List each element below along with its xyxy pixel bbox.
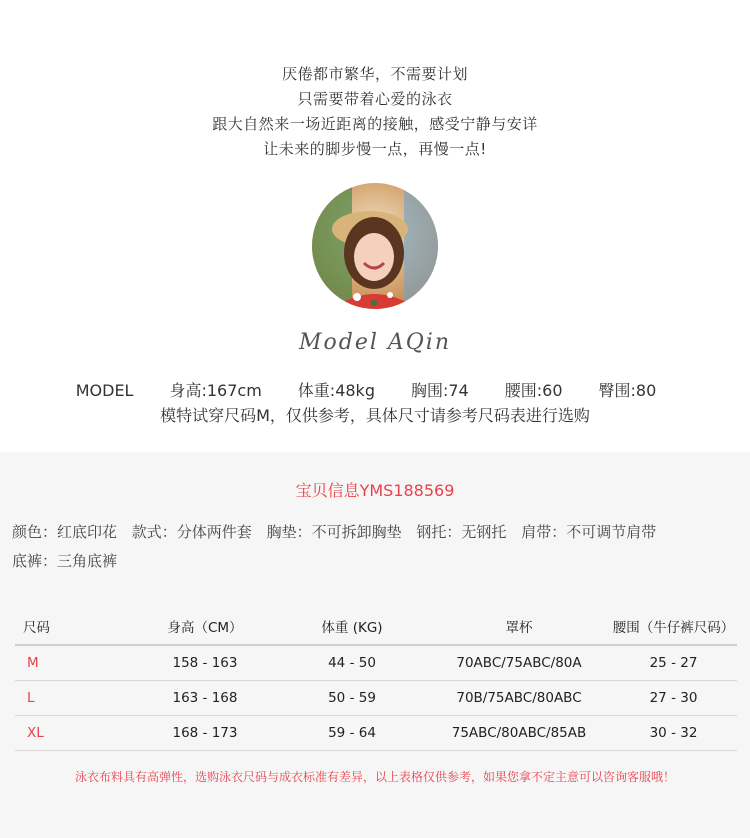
size-cell: M (15, 645, 134, 681)
size-table-header (15, 608, 737, 645)
table-row (15, 681, 737, 716)
attr-padding: 胸垫：不可拆卸胸垫 (266, 523, 402, 541)
header-size: 尺码 (15, 608, 134, 645)
stat-waist: 腰围:60 (504, 381, 563, 400)
model-signature: Model AQin (298, 330, 452, 355)
stat-hip: 臀围:80 (598, 381, 657, 400)
model-size-note: 模特试穿尺码M，仅供参考，具体尺寸请参考尺码表进行选购 (160, 406, 590, 425)
attr-color: 颜色：红底印花 (12, 523, 118, 541)
model-stats (0, 378, 750, 401)
attr-underwire: 钢托：无钢托 (416, 523, 507, 541)
header-cup: 罩杯 (428, 608, 610, 645)
cup-cell: 75ABC/80ABC/85AB (428, 716, 610, 751)
stat-chest: 胸围:74 (410, 381, 469, 400)
header-waist: 腰围（牛仔裤尺码） (610, 608, 737, 645)
header-weight: 体重 (KG) (276, 608, 428, 645)
model-avatar (312, 183, 438, 309)
stat-weight: 体重:48kg (297, 381, 375, 400)
poem-line: 厌倦都市繁华，不需要计划 (281, 65, 468, 83)
height-cell: 168 - 173 (134, 716, 276, 751)
poem (0, 62, 750, 162)
product-attributes (12, 518, 750, 576)
table-row (15, 645, 737, 681)
cup-cell: 70ABC/75ABC/80A (428, 645, 610, 681)
size-disclaimer: 泳衣布料具有高弹性，选购泳衣尺码与成衣标准有差异，以上表格仅供参考，如果您拿不定主意可以咨询客服哦！ (74, 770, 675, 784)
size-cell: XL (15, 716, 134, 751)
weight-cell: 50 - 59 (276, 681, 428, 716)
model-photo (312, 183, 438, 309)
waist-cell: 25 - 27 (610, 645, 737, 681)
height-cell: 163 - 168 (134, 681, 276, 716)
product-info-title: 宝贝信息YMS188569 (295, 481, 455, 500)
cup-cell: 70B/75ABC/80ABC (428, 681, 610, 716)
poem-line: 只需要带着心爱的泳衣 (297, 90, 453, 108)
size-cell: L (15, 681, 134, 716)
weight-cell: 44 - 50 (276, 645, 428, 681)
weight-cell: 59 - 64 (276, 716, 428, 751)
stats-label: MODEL (75, 381, 134, 400)
stat-height: 身高:167cm (169, 381, 262, 400)
waist-cell: 30 - 32 (610, 716, 737, 751)
size-table (15, 608, 737, 751)
attr-style: 款式：分体两件套 (131, 523, 252, 541)
waist-cell: 27 - 30 (610, 681, 737, 716)
attr-bottom: 底裤：三角底裤 (12, 552, 118, 570)
poem-line: 跟大自然来一场近距离的接触，感受宁静与安详 (212, 115, 538, 133)
header-height: 身高（CM） (134, 608, 276, 645)
height-cell: 158 - 163 (134, 645, 276, 681)
attr-strap: 肩带：不可调节肩带 (521, 523, 657, 541)
table-row (15, 716, 737, 751)
poem-line: 让未来的脚步慢一点，再慢一点! (263, 140, 487, 158)
